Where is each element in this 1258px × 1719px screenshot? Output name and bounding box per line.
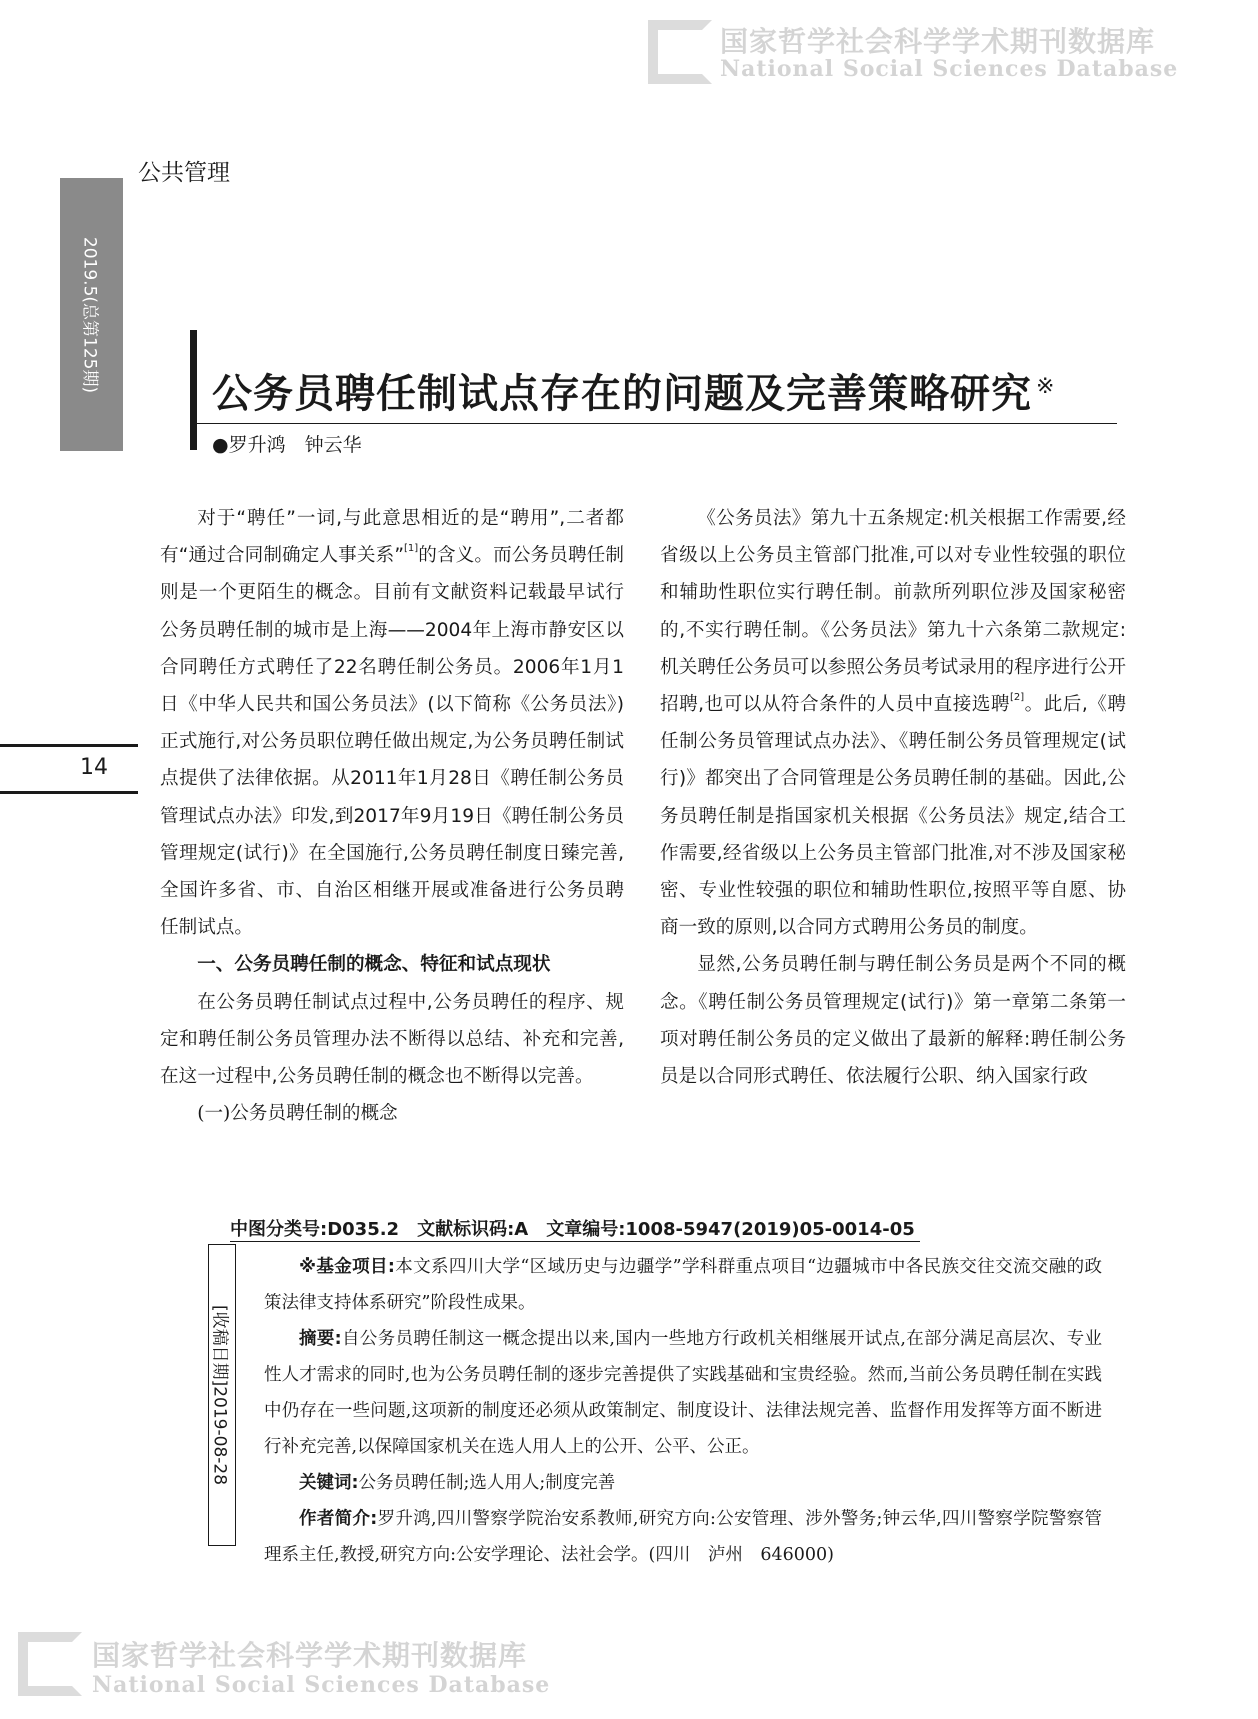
watermark-logo-bottom (18, 1632, 82, 1696)
paragraph: 《公务员法》第九十五条规定:机关根据工作需要,经省级以上公务员主管部门批准,可以对专业性较强的职位和辅助性职位实行聘任制。前款所列职位涉及国家秘密的,不实行聘任制。《公务员法》第九十六条第二款规定:机关聘任公务员可以参照公务员考试录用的程序进行公开招聘,也可以从符合条件的人员中直接选聘[2]。此后,《聘任制公务员管理试点办法》、《聘任制公务员管理规定(试行)》都突出了合同管理是公务员聘任制的基础。因此,公务员聘任制是指国家机关根据《公务员法》规定,结合工作需要,经省级以上公务员主管部门批准,对不涉及国家秘密、专业性较强的职位和辅助性职位,按照平等自愿、协商一致的原则,以合同方式聘用公务员的制度。 (660, 508, 1126, 939)
article-title (212, 362, 1055, 419)
section-label: 公共管理 (138, 160, 230, 186)
paragraph: 在公务员聘任制试点过程中,公务员聘任的程序、规定和聘任制公务员管理办法不断得以总结、补充和完善,在这一过程中,公务员聘任制的概念也不断得以完善。 (160, 991, 624, 1088)
section-heading: 一、公务员聘任制的概念、特征和试点现状 (197, 954, 551, 976)
title-accent-bar (190, 330, 197, 450)
issue-label: 2019.5(总第125期) (79, 236, 99, 393)
citation-ref: [2] (1009, 691, 1025, 703)
fund-note: ※基金项目:本文系四川大学“区域历史与边疆学”学科群重点项目“边疆城市中各民族交往交流交融的政策法律支持体系研究”阶段性成果。 (264, 1257, 1102, 1313)
keywords: 关键词:公务员聘任制;选人用人;制度完善 (299, 1473, 616, 1493)
title-rule (197, 423, 1117, 424)
subsection-heading: (一)公务员聘任制的概念 (197, 1103, 398, 1125)
received-date-box (208, 1244, 236, 1546)
title-footnote-mark: ※ (1036, 374, 1056, 399)
author-bio: 作者简介:罗升鸿,四川警察学院治安系教师,研究方向:公安管理、涉外警务;钟云华,四川警察学院警察管理系主任,教授,研究方向:公安学理论、法社会学。(四川 泸州 646000) (264, 1509, 1102, 1565)
watermark-cn-bottom: 国家哲学社会科学学术期刊数据库 (92, 1639, 528, 1672)
page-number: 14 (80, 755, 108, 780)
citation-ref: [1] (403, 543, 419, 555)
watermark-cn-top: 国家哲学社会科学学术期刊数据库 (720, 25, 1156, 58)
paragraph: 显然,公务员聘任制与聘任制公务员是两个不同的概念。《聘任制公务员管理规定(试行)》第一章第二条第一项对聘任制公务员的定义做出了最新的解释:聘任制公务员是以合同形式聘任、依法履行公职、纳入国家行政 (660, 954, 1126, 1088)
abstract-block (264, 1249, 1102, 1573)
classification-rule (230, 1241, 920, 1242)
issue-sidebar (60, 178, 123, 451)
abstract: 摘要:自公务员聘任制这一概念提出以来,国内一些地方行政机关相继展开试点,在部分满足高层次、专业性人才需求的同时,也为公务员聘任制的逐步完善提供了实践基础和宝贵经验。然而,当前公务员聘任制在实践中仍存在一些问题,这项新的制度还必须从政策制定、制度设计、法律法规完善、监督作用发挥等方面不断进行补充完善,以保障国家机关在选人用人上的公开、公平、公正。 (264, 1329, 1103, 1457)
author-line: ●罗升鸿 钟云华 (212, 434, 362, 456)
page-number-rule-bottom (0, 791, 138, 794)
classification-line: 中图分类号:D035.2 文献标识码:A 文章编号:1008-5947(2019)05-0014-05 (230, 1219, 915, 1240)
page-number-rule-top (0, 744, 138, 747)
watermark-en-top: National Social Sciences Database (720, 56, 1179, 82)
watermark-logo-top (648, 20, 712, 84)
received-date: [收稿日期]2019-08-28 (209, 1304, 230, 1486)
article-title-text: 公务员聘任制试点存在的问题及完善策略研究 (212, 370, 1032, 417)
watermark-en-bottom: National Social Sciences Database (92, 1672, 551, 1698)
body-column-right (660, 500, 1126, 1095)
body-column-left (160, 500, 624, 1132)
paragraph: 对于“聘任”一词,与此意思相近的是“聘用”,二者都有“通过合同制确定人事关系”[1]的含义。而公务员聘任制则是一个更陌生的概念。目前有文献资料记载最早试行公务员聘任制的城市是上海——2004年上海市静安区以合同聘任方式聘任了22名聘任制公务员。2006年1月1日《中华人民共和国公务员法》(以下简称《公务员法》)正式施行,对公务员职位聘任做出规定,为公务员聘任制试点提供了法律依据。从2011年1月28日《聘任制公务员管理试点办法》印发,到2017年9月19日《聘任制公务员管理规定(试行)》在全国施行,公务员聘任制度日臻完善,全国许多省、市、自治区相继开展或准备进行公务员聘任制试点。 (160, 508, 624, 939)
